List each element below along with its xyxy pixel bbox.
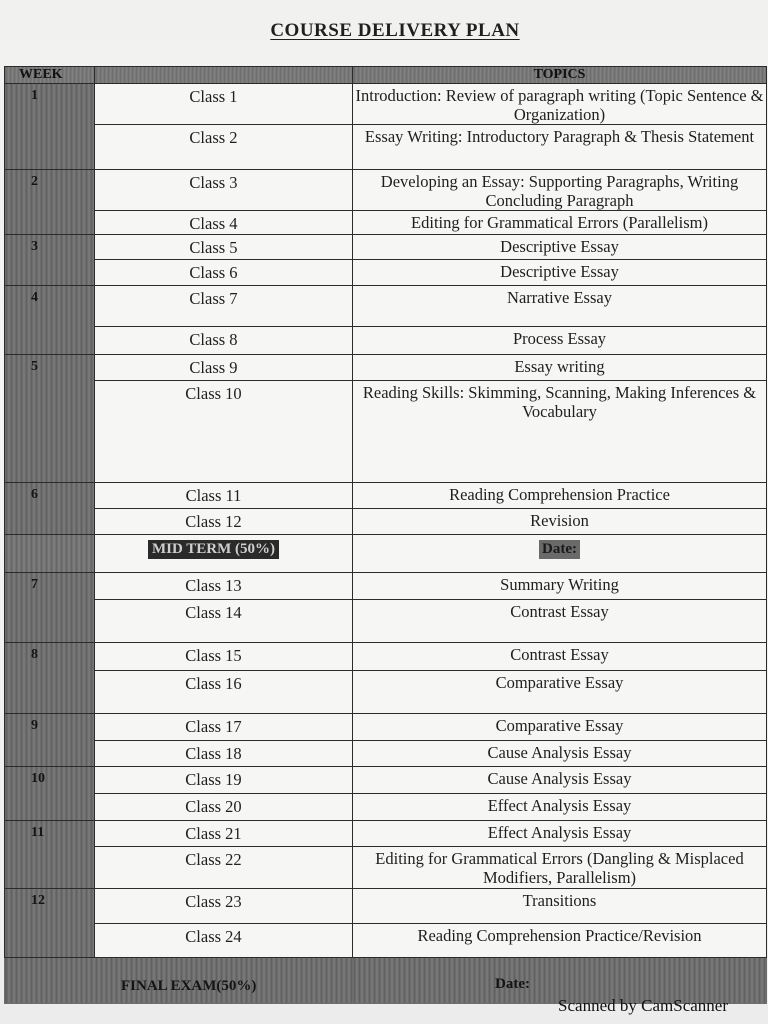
week-number: 11 <box>5 821 95 889</box>
final-exam-date: Date: <box>353 958 767 1004</box>
week-number: 7 <box>5 573 95 643</box>
midterm-date: Date: <box>539 540 580 559</box>
week-number: 3 <box>5 235 95 286</box>
table-row <box>5 211 767 235</box>
midterm-date-cell <box>353 535 767 573</box>
class-cell: Class 5 <box>95 235 353 260</box>
topic-cell: Summary Writing <box>353 573 767 600</box>
topic-cell: Reading Skills: Skimming, Scanning, Making Inferences & Vocabulary <box>353 381 767 483</box>
class-cell: Class 23 <box>95 889 353 924</box>
topic-cell: Editing for Grammatical Errors (Dangling & Misplaced Modifiers, Parallelism) <box>353 847 767 889</box>
week-number: 4 <box>5 286 95 355</box>
class-cell: Class 19 <box>95 767 353 794</box>
table-row <box>5 714 767 741</box>
table-row <box>5 170 767 211</box>
topic-cell: Contrast Essay <box>353 643 767 671</box>
table-row <box>5 924 767 958</box>
topic-cell: Descriptive Essay <box>353 260 767 286</box>
week-number: 9 <box>5 714 95 767</box>
topic-cell: Contrast Essay <box>353 600 767 643</box>
table-row <box>5 327 767 355</box>
course-delivery-table <box>4 66 767 1004</box>
table-row <box>5 600 767 643</box>
class-cell: Class 6 <box>95 260 353 286</box>
week-blank-cell <box>5 535 95 573</box>
week-number: 1 <box>5 84 95 170</box>
class-cell: Class 8 <box>95 327 353 355</box>
class-cell: Class 20 <box>95 794 353 821</box>
class-cell: Class 10 <box>95 381 353 483</box>
table-row <box>5 573 767 600</box>
topic-cell: Developing an Essay: Supporting Paragraphs, Writing Concluding Paragraph <box>353 170 767 211</box>
topic-cell: Reading Comprehension Practice <box>353 483 767 509</box>
page-title: COURSE DELIVERY PLAN <box>270 20 520 41</box>
table-row <box>5 260 767 286</box>
class-cell: Class 11 <box>95 483 353 509</box>
class-cell: Class 15 <box>95 643 353 671</box>
topic-cell: Process Essay <box>353 327 767 355</box>
class-cell: Class 14 <box>95 600 353 643</box>
week-column-header: WEEK <box>5 67 95 84</box>
class-cell: Class 3 <box>95 170 353 211</box>
topic-cell: Cause Analysis Essay <box>353 767 767 794</box>
week-number: 12 <box>5 889 95 958</box>
topic-cell: Cause Analysis Essay <box>353 741 767 767</box>
midterm-label: MID TERM (50%) <box>148 540 279 559</box>
class-cell: Class 22 <box>95 847 353 889</box>
topic-cell: Effect Analysis Essay <box>353 794 767 821</box>
topic-cell: Editing for Grammatical Errors (Parallelism) <box>353 211 767 235</box>
table-row <box>5 235 767 260</box>
table-row <box>5 767 767 794</box>
table-row <box>5 483 767 509</box>
table-row <box>5 794 767 821</box>
topic-cell: Introduction: Review of paragraph writing (Topic Sentence & Organization) <box>353 84 767 125</box>
week-number: 6 <box>5 483 95 535</box>
table-row <box>5 125 767 170</box>
class-cell: Class 24 <box>95 924 353 958</box>
class-cell: Class 16 <box>95 671 353 714</box>
topics-column-header: TOPICS <box>353 67 767 84</box>
class-column-header <box>95 67 353 84</box>
topic-cell: Effect Analysis Essay <box>353 821 767 847</box>
class-cell: Class 2 <box>95 125 353 170</box>
week-number: 10 <box>5 767 95 821</box>
topic-cell: Comparative Essay <box>353 671 767 714</box>
class-cell: Class 1 <box>95 84 353 125</box>
table-row <box>5 381 767 483</box>
topic-cell: Essay Writing: Introductory Paragraph & Thesis Statement <box>353 125 767 170</box>
table-row <box>5 355 767 381</box>
table-row <box>5 84 767 125</box>
class-cell: Class 7 <box>95 286 353 327</box>
topic-cell: Comparative Essay <box>353 714 767 741</box>
topic-cell: Revision <box>353 509 767 535</box>
topic-cell: Narrative Essay <box>353 286 767 327</box>
week-number: 2 <box>5 170 95 235</box>
final-exam-label: FINAL EXAM(50%) <box>5 958 353 1004</box>
week-number: 5 <box>5 355 95 483</box>
table-header-row <box>5 67 767 84</box>
class-cell: Class 17 <box>95 714 353 741</box>
class-cell: Class 4 <box>95 211 353 235</box>
table-row <box>5 821 767 847</box>
table-row <box>5 643 767 671</box>
table-row <box>5 509 767 535</box>
topic-cell: Essay writing <box>353 355 767 381</box>
table-row <box>5 889 767 924</box>
topic-cell: Descriptive Essay <box>353 235 767 260</box>
table-row <box>5 741 767 767</box>
topic-cell: Transitions <box>353 889 767 924</box>
midterm-row <box>5 535 767 573</box>
class-cell: Class 9 <box>95 355 353 381</box>
topic-cell: Reading Comprehension Practice/Revision <box>353 924 767 958</box>
week-number: 8 <box>5 643 95 714</box>
table-row <box>5 847 767 889</box>
class-cell: Class 13 <box>95 573 353 600</box>
class-cell: Class 18 <box>95 741 353 767</box>
table-row <box>5 286 767 327</box>
midterm-cell <box>95 535 353 573</box>
table-row <box>5 671 767 714</box>
class-cell: Class 21 <box>95 821 353 847</box>
class-cell: Class 12 <box>95 509 353 535</box>
scanner-watermark: Scanned by CamScanner <box>558 996 728 1015</box>
